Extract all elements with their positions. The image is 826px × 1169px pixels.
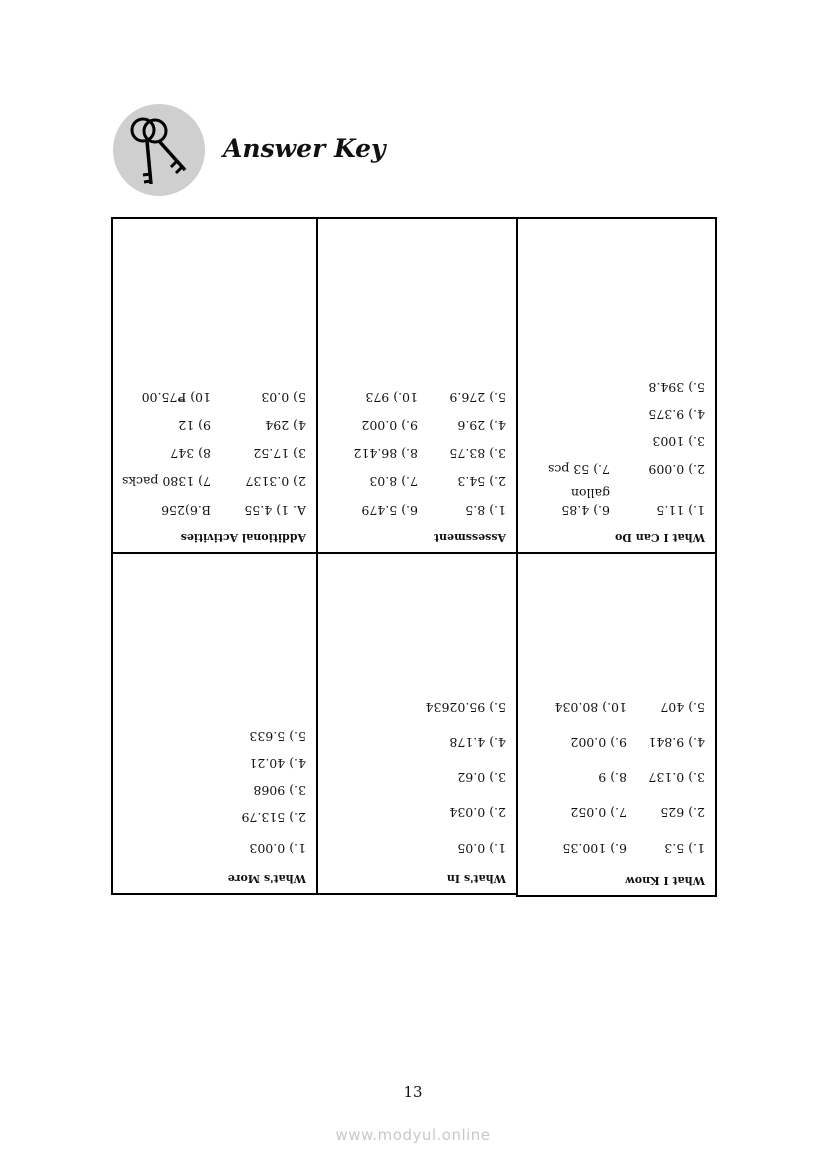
list-item: 3.) 0.62 <box>457 770 506 785</box>
list-item: 4.) 9.841 <box>648 735 705 750</box>
list-item: 10.) 80.034 <box>554 700 627 715</box>
panel-title: What I Can Do <box>615 531 705 544</box>
list-item: 7) 1380 packs <box>121 474 211 489</box>
list-item: 3.) 83.75 <box>449 446 506 461</box>
list-item: 9.) 0.002 <box>361 418 418 433</box>
list-item: 3) 17.52 <box>253 446 306 461</box>
list-item: 3.) 0.137 <box>648 770 705 785</box>
list-item: 6.) 100.35 <box>562 841 627 856</box>
list-item: 2.) 0.034 <box>449 805 506 820</box>
list-item: 7.) 53 pcs <box>547 462 610 477</box>
list-item: 1.) 11.5 <box>656 503 705 518</box>
list-item: 1.) 0.05 <box>457 841 506 856</box>
list-item: 8.) 9 <box>598 770 627 785</box>
panel-what-i-know <box>516 552 717 897</box>
list-item: 2.) 625 <box>660 805 705 820</box>
list-item: 6.) 4.85 <box>561 503 610 518</box>
list-item: 7.) 8.03 <box>369 474 418 489</box>
list-item: 5.) 95.02634 <box>425 700 506 715</box>
panel-title: What's More <box>227 872 306 885</box>
list-item: 8) 347 <box>170 446 211 461</box>
list-item: B.6)256 <box>161 503 211 518</box>
list-item: 5.) 394.8 <box>648 380 705 395</box>
list-item: 9.) 0.002 <box>570 735 627 750</box>
list-item: 1.) 5.3 <box>664 841 705 856</box>
list-item: 3.) 1003 <box>652 434 705 449</box>
list-item: 5.) 276.9 <box>449 390 506 405</box>
list-item: A. 1) 4.55 <box>244 503 306 518</box>
page-title: Answer Key <box>223 134 386 163</box>
list-item: 9) 12 <box>178 418 211 433</box>
list-item: 2.) 0.009 <box>648 462 705 477</box>
list-item: 2) 0.3137 <box>245 474 306 489</box>
list-item: 1.) 8.5 <box>465 503 506 518</box>
list-item: 8.) 86.412 <box>353 446 418 461</box>
panel-title: What's In <box>446 872 506 885</box>
panel-what-i-can-do <box>516 217 717 554</box>
panel-whats-in <box>316 552 518 895</box>
list-item: 4.) 40.21 <box>249 756 306 771</box>
list-item: 3.) 9068 <box>253 783 306 798</box>
list-item: 10) ₱75.00 <box>141 390 211 405</box>
list-item: 10.) 973 <box>365 390 418 405</box>
page-number: 13 <box>403 1083 423 1101</box>
watermark: www.modyul.online <box>335 1126 491 1144</box>
list-item: 2.) 54.3 <box>457 474 506 489</box>
list-item: 4.) 4.178 <box>449 735 506 750</box>
list-item: 5) 0.03 <box>261 390 306 405</box>
list-item: 2.) 513.79 <box>241 810 306 825</box>
panel-title: Assessment <box>433 531 506 544</box>
list-item: 4) 294 <box>265 418 306 433</box>
list-item: gallon <box>570 486 610 501</box>
keys-icon <box>113 104 205 196</box>
list-item: 4.) 29.6 <box>457 418 506 433</box>
list-item: 5.) 407 <box>660 700 705 715</box>
list-item: 7.) 0.052 <box>570 805 627 820</box>
list-item: 5.) 5.633 <box>249 729 306 744</box>
panel-additional-activities <box>111 217 318 554</box>
list-item: 4.) 9.375 <box>648 407 705 422</box>
list-item: 1.) 0.003 <box>249 841 306 856</box>
panel-title: What I Know <box>625 874 705 887</box>
panel-assessment <box>316 217 518 554</box>
list-item: 6.) 5.479 <box>361 503 418 518</box>
panel-whats-more <box>111 552 318 895</box>
panel-title: Additional Activities <box>180 531 306 544</box>
